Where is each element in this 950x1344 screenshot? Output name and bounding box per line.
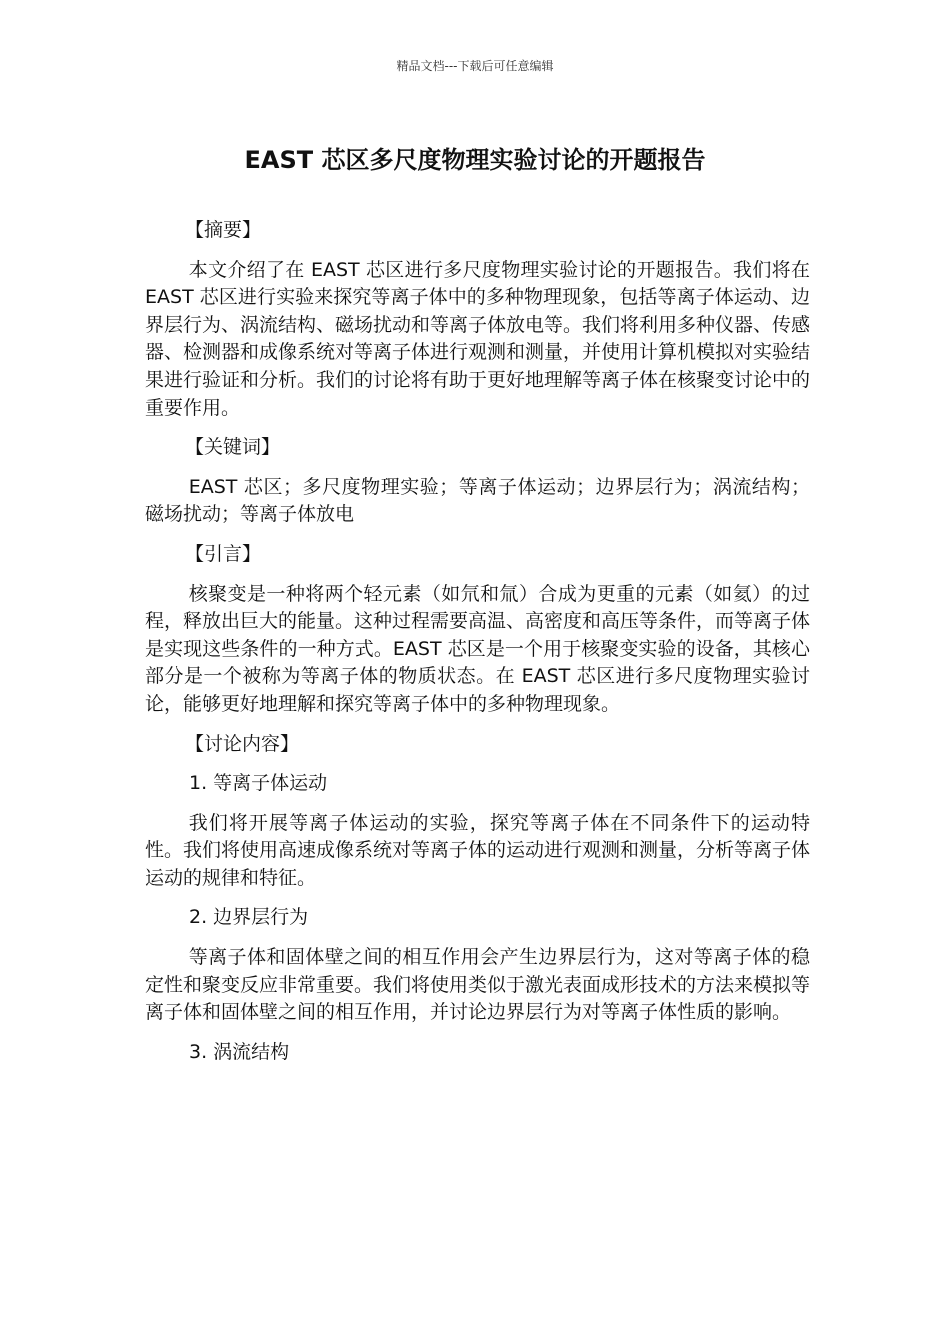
item3-heading: 3. 涡流结构 [189,1040,290,1063]
introduction-label: 【引言】 [185,542,262,565]
abstract-paragraph: 本文介绍了在 EAST 芯区进行多尺度物理实验讨论的开题报告。我们将在 EAST 芯区进行实验来探究等离子体中的多种物理现象，包括等离子体运动、边界层行为、涡流结构、磁场扰动和等离子体放电等。我们将利用多种仪器、传感器、检测器和成像系统对等离子体进行观测和测量，并使用计算机模拟对实验结果进行验证和分析。我们的讨论将有助于更好地理解等离子体在核聚变讨论中的重要作用。 [145,258,811,419]
header-note: 精品文档---下载后可任意编辑 [396,59,554,73]
item1-paragraph: 我们将开展等离子体运动的实验，探究等离子体在不同条件下的运动特性。我们将使用高速成像系统对等离子体的运动进行观测和测量，分析等离子体运动的规律和特征。 [145,811,811,889]
abstract-label: 【摘要】 [185,219,262,241]
introduction-paragraph: 核聚变是一种将两个轻元素（如氘和氚）合成为更重的元素（如氦）的过程，释放出巨大的能量。这种过程需要高温、高密度和高压等条件，而等离子体是实现这些条件的一种方式。EAST 芯区是一个用于核聚变实验的设备，其核心部分是一个被称为等离子体的物质状态。在 EAST 芯区进行多尺度物理实验讨论，能够更好地理解和探究等离子体中的多种物理现象。 [145,582,811,715]
item2-paragraph: 等离子体和固体壁之间的相互作用会产生边界层行为，这对等离子体的稳定性和聚变反应非常重要。我们将使用类似于激光表面成形技术的方法来模拟等离子体和固体壁之间的相互作用，并讨论边界层行为对等离子体性质的影响。 [145,946,811,1024]
keywords-paragraph: EAST 芯区；多尺度物理实验；等离子体运动；边界层行为；涡流结构；磁场扰动；等离子体放电 [145,475,810,526]
keywords-label: 【关键词】 [185,436,281,459]
document-body [145,217,810,1078]
content-label: 【讨论内容】 [185,732,300,755]
document-title: EAST 芯区多尺度物理实验讨论的开题报告 [244,146,706,174]
item1-heading: 1. 等离子体运动 [189,772,328,795]
item2-heading: 2. 边界层行为 [189,906,309,929]
